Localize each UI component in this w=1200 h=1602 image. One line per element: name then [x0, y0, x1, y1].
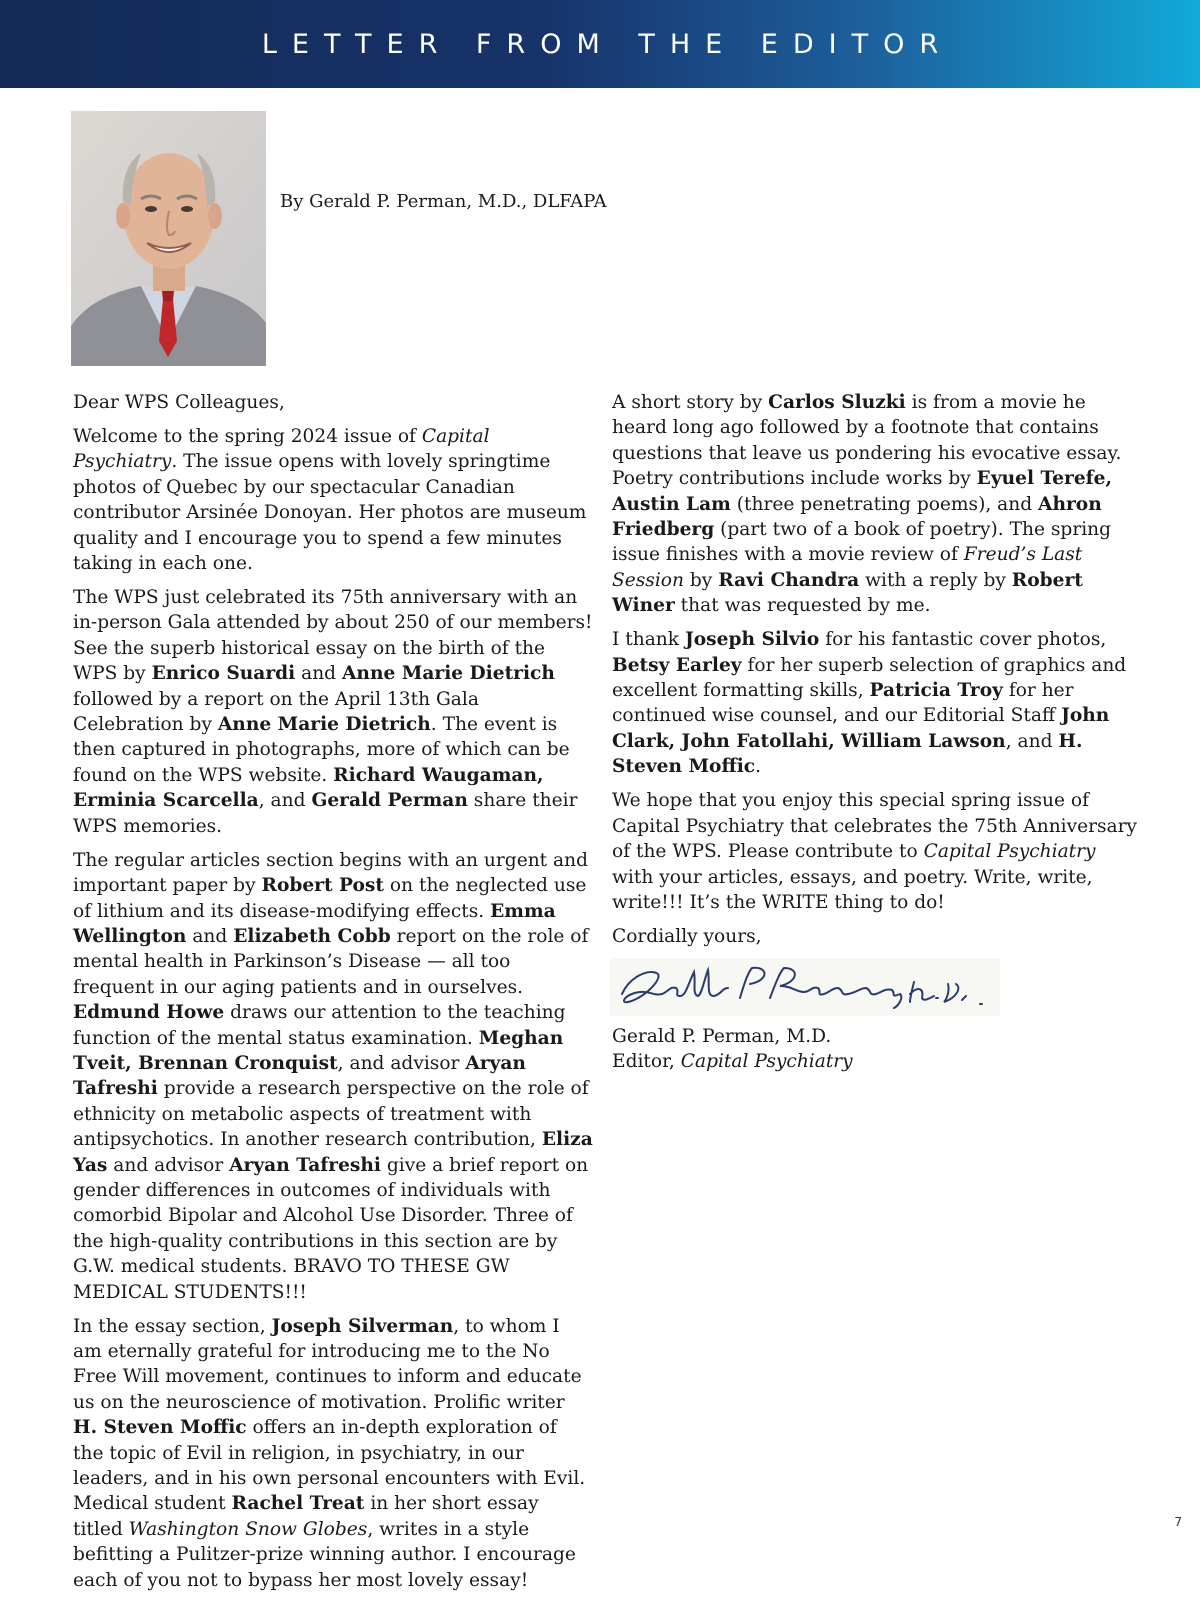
paragraph-poetry: A short story by Carlos Sluzki is from a movie he heard long ago followed by a footnote that contains questions that leave us pondering his evocative essay. Poetry contributions include works by Eyuel Terefe, Austin Lam (three penetrating poems), and Ahron Friedberg (part two of a book of poetry). The spring issue finishes with a movie review of Freud’s Last Session by Ravi Chandra with a reply by Robert Winer that was requested by me.	[612, 392, 1122, 617]
signer-title-publication: Capital Psychiatry	[680, 1051, 853, 1073]
author-portrait-illustration	[71, 111, 266, 366]
letter-column-right	[612, 390, 1140, 1083]
header-banner	[0, 0, 1200, 88]
signer-name: Gerald P. Perman, M.D.	[612, 1025, 832, 1047]
author-photo	[71, 111, 266, 366]
paragraph-regular-articles: The regular articles section begins with an urgent and important paper by Robert Post on the neglected use of lithium and its disease-modifying effects. Emma Wellington and Elizabeth Cobb report on the role of mental health in Parkinson’s Disease — all too frequent in our aging patients and in ourselves. Edmund Howe draws our attention to the teaching function of the mental status examination. Meghan Tveit, Brennan Cronquist, and advisor Aryan Tafreshi provide a research perspective on the role of ethnicity on metabolic aspects of treatment with antipsychotics. In another research contribution, Eliza Yas and advisor Aryan Tafreshi give a brief report on gender differences in outcomes of individuals with comorbid Bipolar and Alcohol Use Disorder. Three of the high-quality contributions in this section are by G.W. medical students. BRAVO TO THESE GW MEDICAL STUDENTS!!!	[73, 849, 593, 1303]
byline: By Gerald P. Perman, M.D., DLFAPA	[280, 191, 607, 212]
paragraph-anniversary: The WPS just celebrated its 75th anniversary with an in-person Gala attended by about 250 of our members! See the superb historical essay on the birth of the WPS by Enrico Suardi and Anne Marie Dietrich followed by a report on the April 13th Gala Celebration by Anne Marie Dietrich. The event is then captured in photographs, more of which can be found on the WPS website. Richard Waugaman, Erminia Scarcella, and Gerald Perman share their WPS memories.	[73, 587, 593, 837]
greeting: Dear WPS Colleagues,	[73, 392, 285, 413]
closing: Cordially yours,	[612, 925, 762, 947]
paragraph-thanks: I thank Joseph Silvio for his fantastic cover photos, Betsy Earley for her superb selection of graphics and excellent formatting skills, Patricia Troy for her continued wise counsel, and our Editorial Staff John Clark, John Fatollahi, William Lawson, and H. Steven Moffic.	[612, 629, 1127, 778]
handwritten-signature	[610, 958, 1000, 1016]
paragraph-welcome: Welcome to the spring 2024 issue of Capital Psychiatry. The issue opens with lovely springtime photos of Quebec by our spectacular Canadian contributor Arsinée Donoyan. Her photos are museum quality and I encourage you to spend a few minutes taking in each one.	[73, 426, 587, 575]
page-number: 7	[1174, 1515, 1182, 1529]
signer-title-prefix: Editor,	[612, 1051, 681, 1073]
page-title: LETTER FROM THE EDITOR	[261, 28, 954, 60]
letter-column-left	[73, 390, 593, 1602]
paragraph-closing-invite: We hope that you enjoy this special spring issue of Capital Psychiatry that celebrates the 75th Anniversary of the WPS. Please contribute to Capital Psychiatry with your articles, essays, and poetry. Write, write, write!!! It’s the WRITE thing to do!	[612, 790, 1138, 913]
signature-block	[612, 1024, 1140, 1075]
paragraph-essays: In the essay section, Joseph Silverman, to whom I am eternally grateful for introducing me to the No Free Will movement, continues to inform and educate us on the neuroscience of motivation. Prolific writer H. Steven Moffic offers an in-depth exploration of the topic of Evil in religion, in psychiatry, in our leaders, and in his own personal encounters with Evil. Medical student Rachel Treat in her short essay titled Washington Snow Globes, writes in a style befitting a Pulitzer-prize winning author. I encourage each of you not to bypass her most lovely essay!	[73, 1315, 586, 1591]
